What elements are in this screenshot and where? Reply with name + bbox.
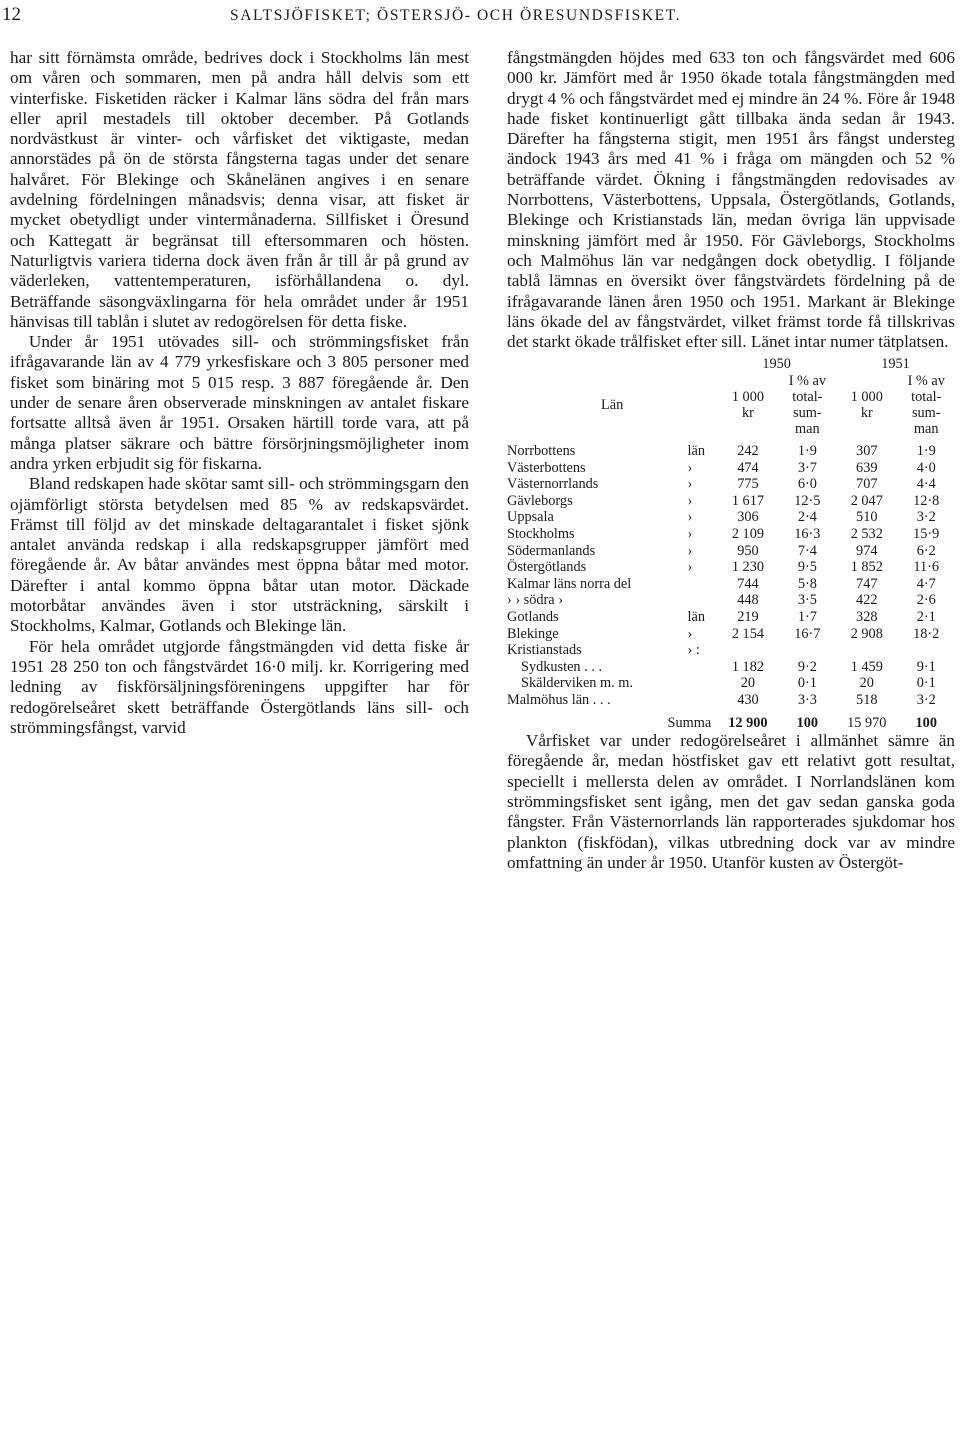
value-1950-pct: 16·7: [794, 625, 821, 642]
row-ditto: ›: [687, 476, 693, 493]
paragraph: För hela området utgjorde fångstmängden vid detta fiske år 1951 28 250 ton och fångstvärdet 16·0 milj. kr. Korrigering med ledning av fiskförsäljningsföreningens uppgifter har för redogörelseåret skett beträffande Östergötlands läns sill- och strömmingsfångst, varvid: [10, 636, 469, 737]
value-1950-pct: 3·7: [797, 459, 817, 476]
row-name: Malmöhus län . . .: [507, 691, 611, 708]
row-name: Södermanlands: [507, 542, 596, 559]
value-1950-kr: 20: [740, 675, 756, 692]
col-kr: 1 000 kr: [731, 389, 764, 422]
paragraph: Under år 1951 utövades sill- och strömmingsfisket från ifrågavarande län av 4 779 yrkesfiskare och 3 805 personer med fisket som binäring mot 5 015 resp. 3 887 föregående år. Den under de senare åren observerade minskningen av antalet fiskare fortsatte alltså även år 1951. Orsaken härtill torde vara, att på många platser säkrare och bättre försörjningsmöjligheter inom andra yrken erbjudit sig för fiskarna.: [10, 332, 469, 473]
row-ditto: ›: [687, 509, 693, 526]
page-number: 12: [2, 4, 21, 25]
value-1951-kr: [836, 642, 897, 659]
value-1951-pct: 15·9: [913, 526, 940, 543]
table-row: [507, 559, 955, 576]
value-1950-pct: 3·3: [797, 691, 817, 708]
sum-label: Summa: [667, 714, 712, 731]
value-1951-pct: 6·2: [916, 542, 936, 559]
value-1951-kr: 328: [856, 608, 878, 625]
value-1951-kr: 20: [859, 675, 874, 692]
row-name: Västernorrlands: [507, 476, 599, 493]
value-1951-pct: 12·8: [913, 492, 940, 509]
value-1951-pct: 4·4: [916, 476, 936, 493]
value-1951-pct: [897, 642, 955, 659]
sum-1951-pct: 100: [915, 714, 937, 731]
value-1950-pct: 16·3: [794, 526, 821, 543]
col-pct: I % av total- sum- man: [907, 373, 945, 438]
table-row: [507, 576, 955, 593]
row-ditto: [688, 576, 718, 593]
row-ditto: ›: [687, 559, 693, 576]
right-column: [507, 48, 955, 873]
value-1951-kr: 2 908: [850, 625, 883, 642]
row-name: Blekinge: [507, 625, 559, 642]
value-1950-pct: 1·7: [797, 608, 817, 625]
table-row: [507, 526, 955, 543]
catch-value-table: [507, 356, 955, 731]
value-1950-kr: 430: [737, 691, 759, 708]
table-row: [507, 493, 955, 510]
value-1950-pct: 2·4: [797, 509, 817, 526]
table-row: [507, 659, 955, 676]
row-name: Stockholms: [507, 526, 575, 543]
running-head: SALTSJÖFISKET; ÖSTERSJÖ- OCH ÖRESUNDSFISKET.: [230, 7, 682, 24]
value-1950-pct: 12·5: [794, 492, 821, 509]
value-1950-kr: 2 154: [731, 625, 764, 642]
year-1951: 1951: [881, 356, 910, 373]
table-row: [507, 592, 955, 609]
col-lan: Län: [600, 397, 624, 414]
table-row: [507, 460, 955, 477]
value-1950-pct: [779, 642, 836, 659]
value-1950-kr: 950: [737, 542, 759, 559]
row-name: Västerbottens: [507, 459, 586, 476]
row-name: Kalmar läns norra del: [507, 575, 632, 592]
value-1951-kr: 2 047: [850, 492, 883, 509]
paragraph: Bland redskapen hade skötar samt sill- och strömmingsgarn den ojämförligt största betydelsen med 85 % av redskapsvärdet. Främst till följd av det minskade deltagarantalet i fisket sjönk antalet använda redskap i alla redskapsgrupper jämfört med föregående år. Av båtar användes mest öppna båtar med motor. Därefter i antal kommo öppna båtar utan motor. Däckade motorbåtar användes även i stor utsträckning, särskilt i Stockholms, Kalmar, Gotlands och Blekinge län.: [10, 474, 470, 636]
value-1950-pct: 9·5: [797, 559, 817, 576]
value-1950-pct: 7·4: [797, 542, 817, 559]
row-name: Skälderviken m. m.: [521, 675, 633, 692]
page-header: [0, 4, 960, 30]
value-1951-kr: 639: [856, 459, 878, 476]
value-1950-pct: 1·9: [797, 443, 817, 460]
row-ditto: ›: [687, 625, 693, 642]
value-1951-kr: 307: [856, 443, 878, 460]
row-ditto: [688, 592, 718, 609]
value-1951-kr: 1 459: [850, 658, 883, 675]
row-name: › › södra ›: [507, 592, 563, 609]
value-1951-pct: 18·2: [913, 625, 940, 642]
row-name: Östergötlands: [507, 559, 587, 576]
value-1951-pct: 0·1: [916, 675, 936, 692]
year-1950: 1950: [762, 356, 791, 373]
value-1950-kr: 775: [737, 476, 759, 493]
row-ditto: [688, 675, 718, 692]
row-name: Uppsala: [507, 509, 554, 526]
paragraph: fångstmängden höjdes med 633 ton och fångsvärdet med 606 000 kr. Jämfört med år 1950 ökade totala fångstmängden med drygt 4 % och fångstvärdet med ej mindre än 24 %. Före år 1948 hade fisket kontinuerligt gått tillbaka ända sedan år 1943. Därefter ha fångsterna stigit, men 1951 års fångst understeg ändock 1943 års med 41 % i fråga om mängden och 52 % beträffande värdet. Ökning i fångstmängden redovisades av Norrbottens, Västerbottens, Uppsala, Östergötlands, Gotlands, Blekinge och Kristianstads län, medan övriga län uppvisade minskning jämfört med år 1950. För Gävleborgs, Stockholms och Malmöhus län var nedgången dock obetydlig. I följande tablå lämnas en översikt över fångstvärdets fördelning på de ifrågavarande länen åren 1950 och 1951. Markant är Blekinge läns ökade del av fångstvärdet, vilket främst torde få tillskrivas det starkt ökade trålfisket efter sill. Länet intar numer tätplatsen.: [507, 48, 955, 352]
sum-1950-pct: 100: [796, 714, 819, 731]
table-row: [507, 675, 955, 692]
value-1950-kr: 306: [737, 509, 759, 526]
row-ditto: [688, 692, 718, 709]
value-1951-pct: 2·1: [916, 608, 936, 625]
value-1951-kr: 510: [856, 509, 878, 526]
value-1950-kr: 1 182: [731, 658, 764, 675]
value-1951-pct: 9·1: [916, 658, 936, 675]
row-ditto: › :: [687, 642, 700, 659]
value-1951-kr: 1 852: [850, 559, 883, 576]
row-name: Kristianstads: [507, 642, 582, 659]
table-row: [507, 626, 955, 643]
value-1951-pct: 4·0: [916, 459, 936, 476]
value-1951-pct: 4·7: [916, 575, 936, 592]
value-1950-pct: 6·0: [797, 476, 817, 493]
sum-row: [507, 715, 955, 732]
col-kr: 1 000 kr: [850, 389, 883, 422]
value-1950-pct: 5·8: [797, 575, 817, 592]
value-1951-kr: 2 532: [850, 526, 883, 543]
value-1950-kr: 219: [737, 608, 759, 625]
value-1951-pct: 11·6: [913, 559, 940, 576]
table-row: [507, 642, 955, 659]
value-1951-pct: 3·2: [916, 691, 936, 708]
row-ditto: ›: [687, 492, 693, 509]
row-name: Sydkusten . . .: [521, 658, 603, 675]
value-1950-kr: [717, 642, 778, 659]
value-1951-kr: 518: [856, 691, 878, 708]
value-1951-pct: 2·6: [916, 592, 936, 609]
value-1950-kr: 2 109: [731, 526, 764, 543]
value-1951-kr: 974: [856, 542, 878, 559]
value-1950-kr: 448: [737, 592, 759, 609]
value-1951-kr: 747: [856, 575, 878, 592]
table-row: [507, 692, 955, 709]
row-ditto: län: [687, 443, 706, 460]
value-1951-pct: 1·9: [916, 443, 936, 460]
value-1950-kr: 474: [737, 459, 759, 476]
sum-1950-kr: 12 900: [728, 714, 768, 731]
value-1951-kr: 707: [856, 476, 878, 493]
value-1950-kr: 242: [737, 443, 759, 460]
value-1950-pct: 9·2: [797, 658, 817, 675]
row-ditto: [688, 659, 718, 676]
sum-1951-kr: 15 970: [847, 714, 887, 731]
value-1950-kr: 1 617: [731, 492, 764, 509]
table-row: [507, 609, 955, 626]
row-name: Gävleborgs: [507, 492, 573, 509]
row-ditto: ›: [687, 459, 693, 476]
value-1950-pct: 0·1: [797, 675, 817, 692]
table-row: [507, 476, 955, 493]
value-1950-pct: 3·5: [797, 592, 817, 609]
col-pct: I % av total- sum- man: [788, 373, 827, 438]
row-ditto: ›: [687, 526, 693, 543]
row-ditto: län: [687, 608, 706, 625]
paragraph: Vårfisket var under redogörelseåret i allmänhet sämre än föregående år, medan höstfisket gav ett relativt gott resultat, speciellt i mellersta delen av området. I Norrlandslänen kom strömmingsfisket sent igång, men det gav sedan ganska goda fångster. Från Västernorrlands län rapporterades sjukdomar hos plankton (fiskfödan), vilkas utbredning dock var av mindre omfattning än under år 1950. Utanför kusten av Östergöt-: [507, 731, 955, 872]
table-row: [507, 509, 955, 526]
paragraph: har sitt förnämsta område, bedrives dock i Stockholms län mest om våren och sommaren, men på andra håll delvis som ett vinterfiske. Fisketiden räcker i Kalmar läns södra del från mars eller april mestadels till oktober december. På Gotlands nordvästkust är vinter- och vårfisket det viktigaste, medan annorstädes på ön de största fångsterna tagas under det senare halvåret. För Blekinge och Skånelänen angives i en senare avdelning fördelningen månadsvis; denna visar, att fisket är mycket obetydligt under vintermånaderna. Sillfisket i Öresund och Kattegatt är begränsat till eftersommaren och hösten. Naturligtvis variera tiderna dock även från år till år på grund av väderleken, vattentemperaturen, isförhållandena o. dyl. Beträffande säsongväxlingarna för hela området under år 1951 hänvisas till tablån i slutet av redogörelsen för detta fiske.: [10, 48, 469, 331]
table-row: [507, 443, 955, 460]
row-name: Norrbottens: [507, 443, 576, 460]
left-column: [10, 48, 469, 738]
value-1950-kr: 1 230: [731, 559, 764, 576]
row-ditto: ›: [687, 542, 693, 559]
value-1950-kr: 744: [737, 575, 759, 592]
row-name: Gotlands: [507, 608, 559, 625]
table-row: [507, 543, 955, 560]
value-1951-kr: 422: [856, 592, 878, 609]
value-1951-pct: 3·2: [916, 509, 936, 526]
